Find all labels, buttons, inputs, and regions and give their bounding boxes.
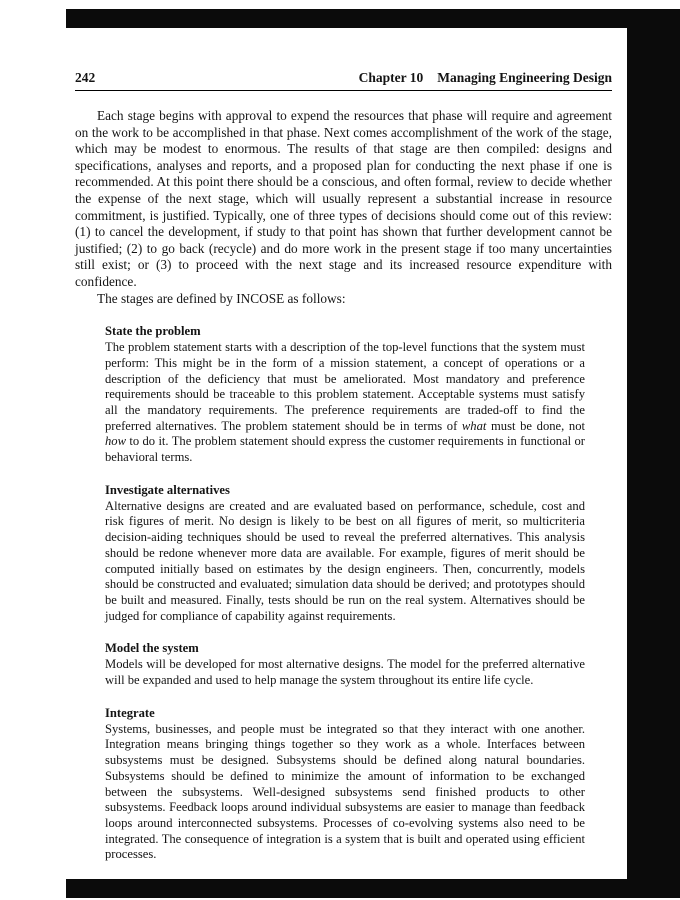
section-body: Systems, businesses, and people must be integrated so that they interact with one another. Integration means bringing things together so they work as a whole. Interfaces between subsystems must be designed. Subsystems should be defined along natural boundaries. Subsystems should be defined to minimize the amount of information to be exchanged between the subsystems. Well-designed subsystems send finished products to other subsystems. Feedback loops around individual subsystems are easier to manage than feedback loops around interconnected subsystems. Processes of co-evolving systems also need to be integrated. The consequence of integration is a system that is built and operated using efficient processes. [105,721,585,862]
section-body: Models will be developed for most alternative designs. The model for the preferred alternative will be expanded and used to help manage the system throughout its entire life cycle. [105,657,585,688]
section-text-part: must be done, not [486,418,585,433]
section-text-part: to do it. The problem statement should express the customer requirements in functional or behavioral terms. [105,434,585,465]
running-head [359,70,612,86]
section-body: Alternative designs are created and are evaluated based on performance, schedule, cost and risk figures of merit. No design is likely to be best on all figures of merit, so multicriteria decision-aiding techniques should be used to reveal the preferred alternatives. This analysis should be redone whenever more data are available. For example, figures of merit should be computed initially based on estimates by the design engineers. Then, concurrently, models should be constructed and evaluated; simulation data should be derived; and prototypes should be built and measured. Finally, tests should be run on the real system. Alternatives should be judged for compliance of capability against requirements. [105,498,585,623]
scanner-background-bottom [66,879,680,898]
page-number: 242 [75,70,96,85]
section-heading: Model the system [105,641,199,656]
header-rule [75,90,612,91]
book-page [0,28,627,879]
chapter-title: Managing Engineering Design [437,70,612,85]
scanner-background-top [66,9,680,28]
italic-word-how: how [105,434,126,449]
section-model-the-system [105,641,585,688]
section-heading: State the problem [105,324,201,339]
intro-paragraph: Each stage begins with approval to expend the resources that phase will require and agreement on the work to be accomplished in that phase. Next comes accomplishment of the work of the stage, which may be modest to enormous. The results of that stage are then compiled: designs and specifications, analyses and reports, and a proposed plan for conducting the next phase if one is recommended. At this point there should be a conscious, and often formal, review to decide whether the expense of the next stage, which will usually represent a substantial increase in resource commitment, is justified. Typically, one of three types of decisions should come out of this review: (1) to cancel the development, if study to that point has shown that further development cannot be justified; (2) to go back (recycle) and do more work in the present stage if too many uncertainties still exist; or (3) to proceed with the next stage and its increased resource expenditure with confidence. [75,108,612,289]
page-header [75,70,612,86]
chapter-label: Chapter 10 [358,70,424,85]
scanner-background-right [627,9,680,898]
section-body [105,340,585,466]
section-state-the-problem [105,324,585,466]
section-investigate-alternatives [105,483,585,625]
section-heading: Investigate alternatives [105,482,230,497]
section-heading: Integrate [105,705,155,720]
section-text-part: The problem statement starts with a description of the top-level functions that the system must perform: This might be in the form of a mission statement, a concept of operations or a description of the deficiency that must be ameliorated. Most mandatory and preference requirements should be traceable to this problem statement. Acceptable systems must satisfy all the mandatory requirements. The preference requirements are traded-off to find the preferred alternatives. The problem statement should be in terms of [105,340,585,433]
section-integrate [105,706,585,863]
stages-intro-paragraph: The stages are defined by INCOSE as follows: [97,290,346,306]
incose-stage-list [105,324,585,863]
italic-word-what: what [461,418,487,433]
